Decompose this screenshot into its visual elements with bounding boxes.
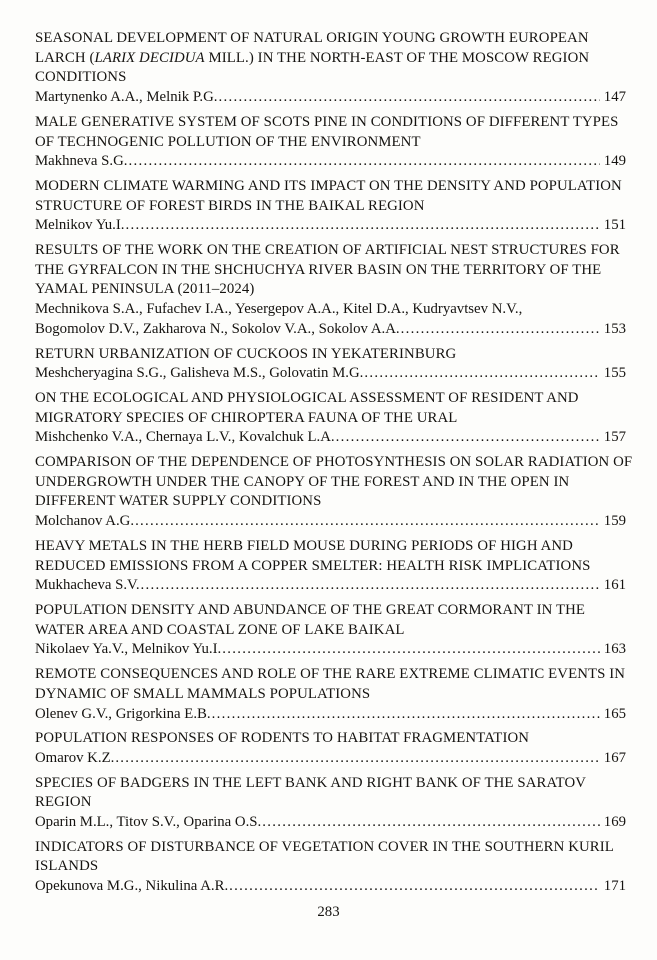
toc-entry-title-line: THE GYRFALCON IN THE SHCHUCHYA RIVER BASIN ON THE TERRITORY OF THE <box>35 261 602 278</box>
page-ref: 163 <box>603 641 626 658</box>
toc-entry-title-line: OF TECHNOGENIC POLLUTION OF THE ENVIRONMENT <box>35 133 421 150</box>
authors-text: Molchanov A.G. <box>35 513 135 530</box>
page-ref: 171 <box>603 878 626 895</box>
dot-leader <box>262 813 600 833</box>
dot-leader <box>141 576 600 596</box>
toc-entry-title-line: INDICATORS OF DISTURBANCE OF VEGETATION COVER IN THE SOUTHERN KURIL <box>35 838 614 855</box>
toc-entry-authors <box>35 216 626 236</box>
toc-entry-author-line <box>35 749 626 769</box>
toc-entry-title-line: MIGRATORY SPECIES OF CHIROPTERA FAUNA OF THE URAL <box>35 409 458 426</box>
title-run: LARCH ( <box>35 49 95 66</box>
toc-entry-title-line: RESULTS OF THE WORK ON THE CREATION OF ARTIFICIAL NEST STRUCTURES FOR <box>35 242 620 259</box>
page-ref: 165 <box>603 705 626 722</box>
toc-entry-title-line: ISLANDS <box>35 858 99 875</box>
page-ref: 155 <box>603 365 626 382</box>
authors-text: Mukhacheva S.V. <box>35 577 140 594</box>
toc-entry-title-line: MODERN CLIMATE WARMING AND ITS IMPACT ON THE DENSITY AND POPULATION <box>35 177 622 194</box>
toc-entry-author-line <box>35 300 626 320</box>
dot-leader <box>128 152 599 172</box>
page-ref: 151 <box>603 217 626 234</box>
toc-entry-title <box>35 113 626 152</box>
authors-text: Bogomolov D.V., Zakharova N., Sokolov V.A., Sokolov A.A. <box>35 320 400 337</box>
page-ref: 167 <box>603 749 626 766</box>
toc-entry-authors <box>35 813 626 833</box>
title-run-italic: LARIX DECIDUA <box>94 49 205 66</box>
toc-entry-title-line: YAMAL PENINSULA (2011–2024) <box>35 281 255 298</box>
toc-entry-author-line <box>35 364 626 384</box>
dot-leader <box>219 88 600 108</box>
toc-entry-title <box>35 537 626 576</box>
toc-list <box>35 29 633 902</box>
toc-entry <box>35 729 626 768</box>
toc-entry-title-line: ON THE ECOLOGICAL AND PHYSIOLOGICAL ASSESSMENT OF RESIDENT AND <box>35 389 579 406</box>
dot-leader <box>229 877 600 897</box>
toc-entry-authors <box>35 640 626 660</box>
toc-entry <box>35 601 626 660</box>
toc-entry <box>35 453 633 532</box>
authors-text: Nikolaev Ya.V., Melnikov Yu.I. <box>35 641 222 658</box>
toc-entry <box>35 537 626 596</box>
toc-entry <box>35 113 626 172</box>
toc-entry-title <box>35 729 626 749</box>
toc-entry-title-line: CONDITIONS <box>35 69 127 86</box>
toc-entry-title-line: REDUCED EMISSIONS FROM A COPPER SMELTER: HEALTH RISK IMPLICATIONS <box>35 557 591 574</box>
toc-entry-title-line: DIFFERENT WATER SUPPLY CONDITIONS <box>35 493 322 510</box>
authors-text: Opekunova M.G., Nikulina A.R. <box>35 878 229 895</box>
page-ref: 157 <box>603 429 626 446</box>
toc-entry <box>35 345 626 384</box>
dot-leader <box>336 428 600 448</box>
authors-text: Omarov K.Z. <box>35 749 115 766</box>
toc-entry-author-line <box>35 512 626 532</box>
toc-entry-title <box>35 345 626 365</box>
toc-entry-title <box>35 29 626 88</box>
toc-entry-authors <box>35 364 626 384</box>
toc-entry-title-line: SEASONAL DEVELOPMENT OF NATURAL ORIGIN YOUNG GROWTH EUROPEAN <box>35 30 589 46</box>
dot-leader <box>125 216 599 236</box>
toc-entry-author-line <box>35 428 626 448</box>
toc-entry-title-line: POPULATION DENSITY AND ABUNDANCE OF THE GREAT CORMORANT IN THE <box>35 601 586 618</box>
toc-entry-author-line <box>35 705 626 725</box>
toc-entry-authors <box>35 576 626 596</box>
toc-entry-title-line: WATER AREA AND COASTAL ZONE OF LAKE BAIKAL <box>35 621 405 638</box>
toc-entry <box>35 774 626 833</box>
authors-text: Mechnikova S.A., Fufachev I.A., Yesergepov A.A., Kitel D.A., Kudryavtsev N.V., <box>35 301 523 318</box>
toc-entry-authors <box>35 512 626 532</box>
page-ref: 159 <box>603 513 626 530</box>
authors-text: Meshcheryagina S.G., Galisheva M.S., Golovatin M.G. <box>35 365 364 382</box>
toc-entry-title <box>35 389 626 428</box>
toc-entry-authors <box>35 300 626 339</box>
toc-entry-title <box>35 241 626 300</box>
toc-entry-title-line: DYNAMIC OF SMALL MAMMALS POPULATIONS <box>35 685 371 702</box>
toc-entry <box>35 389 626 448</box>
toc-entry-title <box>35 838 626 877</box>
folio-page-number: 283 <box>317 904 340 920</box>
toc-entry-author-line <box>35 152 626 172</box>
toc-entry-title <box>35 774 626 813</box>
dot-leader <box>212 705 600 725</box>
toc-entry-author-line <box>35 640 626 660</box>
page-ref: 161 <box>603 577 626 594</box>
authors-text: Mishchenko V.A., Chernaya L.V., Kovalchuk L.A. <box>35 429 335 446</box>
toc-entry-title-line: COMPARISON OF THE DEPENDENCE OF PHOTOSYNTHESIS ON SOLAR RADIATION OF <box>35 454 633 471</box>
toc-entry-title <box>35 453 633 512</box>
authors-text: Melnikov Yu.I. <box>35 217 125 234</box>
authors-text: Martynenko A.A., Melnik P.G. <box>35 89 218 106</box>
page-ref: 149 <box>603 153 626 170</box>
toc-entry-authors <box>35 88 626 108</box>
authors-text: Olenev G.V., Grigorkina E.B. <box>35 705 211 722</box>
toc-entry-title-line <box>35 49 626 69</box>
dot-leader <box>222 640 600 660</box>
toc-entry-title <box>35 601 626 640</box>
toc-entry-author-line <box>35 877 626 897</box>
toc-entry <box>35 29 626 108</box>
toc-entry-title <box>35 665 626 704</box>
authors-text: Oparin M.L., Titov S.V., Oparina O.S. <box>35 814 262 831</box>
toc-entry-author-line <box>35 88 626 108</box>
dot-leader <box>364 364 599 384</box>
toc-entry <box>35 241 626 340</box>
toc-entry <box>35 665 626 724</box>
toc-entry-title-line: MALE GENERATIVE SYSTEM OF SCOTS PINE IN CONDITIONS OF DIFFERENT TYPES <box>35 113 619 130</box>
dot-leader <box>135 512 600 532</box>
toc-entry-title-line: STRUCTURE OF FOREST BIRDS IN THE BAIKAL REGION <box>35 197 425 214</box>
toc-entry-author-line <box>35 320 626 340</box>
page-ref: 147 <box>603 89 626 106</box>
toc-entry-author-line <box>35 216 626 236</box>
page-ref: 169 <box>603 814 626 831</box>
toc-entry-title-line: REMOTE CONSEQUENCES AND ROLE OF THE RARE EXTREME CLIMATIC EVENTS IN <box>35 666 626 683</box>
toc-entry-author-line <box>35 813 626 833</box>
toc-entry-title-line: RETURN URBANIZATION OF CUCKOOS IN YEKATERINBURG <box>35 345 457 362</box>
toc-entry-title <box>35 177 626 216</box>
toc-entry-authors <box>35 705 626 725</box>
toc-entry <box>35 177 626 236</box>
title-run: MILL.) IN THE NORTH-EAST OF THE MOSCOW REGION <box>204 49 590 66</box>
toc-entry-authors <box>35 877 626 897</box>
toc-entry-title-line: SPECIES OF BADGERS IN THE LEFT BANK AND RIGHT BANK OF THE SARATOV <box>35 774 587 791</box>
page-ref: 153 <box>603 320 626 337</box>
toc-entry-title-line: POPULATION RESPONSES OF RODENTS TO HABITAT FRAGMENTATION <box>35 730 530 747</box>
dot-leader <box>115 749 599 769</box>
toc-entry <box>35 838 626 897</box>
toc-entry-title-line: REGION <box>35 794 92 811</box>
toc-entry-title-line: HEAVY METALS IN THE HERB FIELD MOUSE DURING PERIODS OF HIGH AND <box>35 537 573 554</box>
toc-entry-title-line: UNDERGROWTH UNDER THE CANOPY OF THE FOREST AND IN THE OPEN IN <box>35 473 570 490</box>
authors-text: Makhneva S.G. <box>35 153 128 170</box>
toc-entry-author-line <box>35 576 626 596</box>
toc-entry-authors <box>35 749 626 769</box>
toc-entry-authors <box>35 428 626 448</box>
dot-leader <box>401 320 600 340</box>
toc-entry-authors <box>35 152 626 172</box>
